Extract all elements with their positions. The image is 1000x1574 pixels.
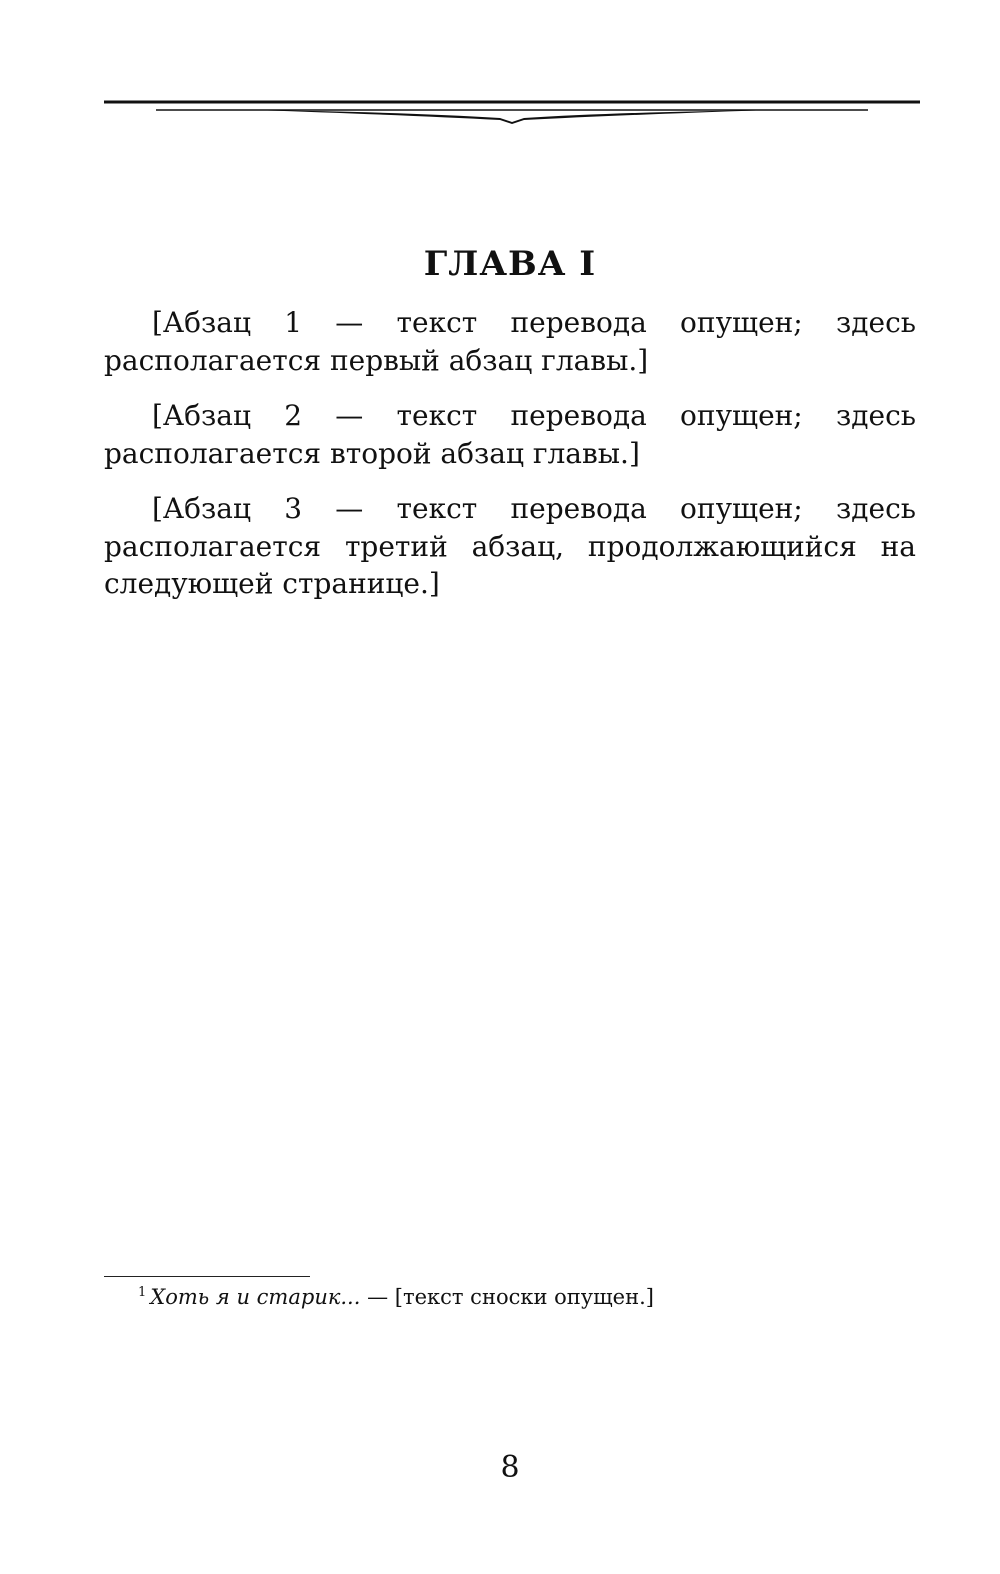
page-number: 8 — [500, 1450, 520, 1485]
footnote — [104, 1284, 916, 1311]
footnote-lead: Хоть я и старик... — [150, 1285, 361, 1309]
body-text — [104, 304, 916, 621]
paragraph-1: [Абзац 1 — текст перевода опущен; здесь располагается первый абзац главы.] — [104, 306, 916, 377]
footnote-text: — [текст сноски опущен.] — [367, 1285, 654, 1309]
footnote-marker: 1 — [138, 1285, 147, 1300]
paragraph-3: [Абзац 3 — текст перевода опущен; здесь располагается третий абзац, продолжающийся на следующей странице.] — [104, 492, 916, 600]
double-rule-ornament-icon — [104, 96, 920, 126]
chapter-title: ГЛАВА I — [423, 244, 597, 284]
paragraph-2: [Абзац 2 — текст перевода опущен; здесь располагается второй абзац главы.] — [104, 399, 916, 470]
footnote-divider — [104, 1276, 310, 1277]
